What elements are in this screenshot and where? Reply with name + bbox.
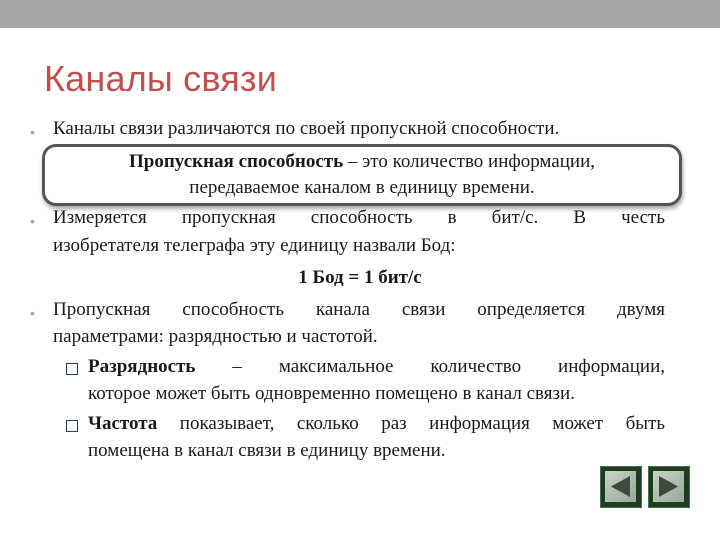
sub-2-rest: показывает, сколько раз информация может быть [157, 413, 665, 434]
bullet-2-line-2: изобретателя телеграфа эту единицу назвали Бод: [53, 235, 456, 256]
triangle-right-icon [653, 471, 684, 502]
bullet-dot: • [30, 124, 35, 140]
bullet-dot: • [30, 305, 35, 321]
formula: 1 Бод = 1 бит/с [298, 267, 422, 288]
checkbox-bullet-icon [66, 420, 78, 432]
sub-1-rest: – максимальное количество информации, [195, 356, 665, 377]
bullet-1-text: Каналы связи различаются по своей пропускной способности. [53, 118, 560, 139]
definition-line-2: передаваемое каналом в единицу времени. [189, 177, 535, 198]
bullet-3-line-1 [53, 299, 665, 323]
triangle-left-icon [605, 471, 636, 502]
prev-slide-button[interactable] [600, 466, 642, 508]
sub-2-line-2: помещена в канал связи в единицу времени. [88, 440, 446, 461]
definition-line-1 [45, 151, 679, 173]
sub-2-line-1 [88, 413, 665, 437]
next-slide-button[interactable] [648, 466, 690, 508]
definition-box [42, 144, 682, 206]
bullet-2-line-1-text: Измеряется пропускная способность в бит/с. В честь [53, 207, 665, 228]
bullet-dot: • [30, 213, 35, 229]
sub-1-term: Разрядность [88, 356, 196, 377]
definition-term: Пропускная способность [129, 151, 344, 172]
slide-title: Каналы связи [44, 58, 278, 99]
bullet-3-line-2: параметрами: разрядностью и частотой. [53, 326, 378, 347]
bullet-2-line-1 [53, 207, 665, 231]
sub-2-term: Частота [88, 413, 158, 434]
checkbox-bullet-icon [66, 363, 78, 375]
sub-1-line-2: которое может быть одновременно помещено в канал связи. [88, 383, 575, 404]
sub-1-line-1 [88, 356, 665, 380]
top-bar [0, 0, 720, 28]
definition-rest: – это количество информации, [343, 151, 595, 172]
bullet-3-line-1-text: Пропускная способность канала связи определяется двумя [53, 299, 665, 320]
